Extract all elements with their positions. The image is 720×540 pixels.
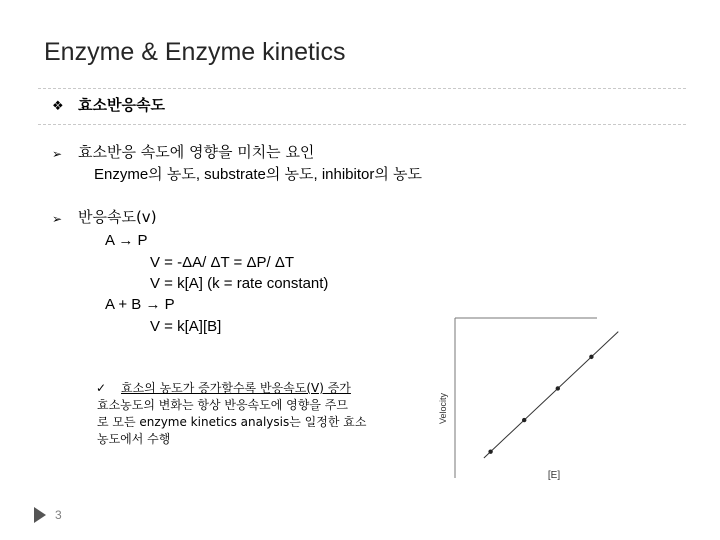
chart-data-point — [488, 449, 492, 453]
equation-rate-ab: V = k[A][B] — [150, 318, 222, 335]
note-line-4: 농도에서 수행 — [97, 432, 171, 446]
chart-data-point — [556, 386, 560, 390]
chart-x-axis-label: [E] — [547, 470, 561, 481]
page-marker-icon — [34, 507, 46, 523]
check-icon: ✓ — [96, 381, 107, 395]
reaction-rate-heading: 반응속도(v) — [78, 208, 157, 226]
chart-data-point — [589, 355, 593, 359]
title-divider-top — [38, 88, 686, 89]
equation-a-to-p: A → P — [105, 232, 148, 249]
chart-y-axis-label: Velocity — [438, 392, 448, 424]
chart-trend-line — [484, 332, 618, 458]
note-line-3: 로 모든 enzyme kinetics analysis는 일정한 효소 — [97, 415, 367, 429]
velocity-vs-enzyme-chart — [438, 318, 687, 490]
equation-a-plus-b: A + B → P — [105, 296, 175, 313]
arrow-bullet-icon: ➢ — [52, 212, 63, 226]
factors-list: Enzyme의 농도, substrate의 농도, inhibitor의 농도 — [94, 166, 422, 183]
equation-rate-delta: V = -ΔA/ ΔT = ΔP/ ΔT — [150, 254, 295, 271]
diamond-bullet-icon: ❖ — [52, 99, 64, 114]
note-line-1: 효소의 농도가 증가할수록 반응속도(V) 증가 — [121, 381, 351, 395]
page-number: 3 — [55, 508, 62, 522]
equation-rate-constant: V = k[A] (k = rate constant) — [150, 275, 329, 292]
chart-data-point — [522, 418, 526, 422]
factors-heading: 효소반응 속도에 영향을 미치는 요인 — [78, 143, 315, 161]
slide-title: Enzyme & Enzyme kinetics — [44, 38, 346, 66]
title-divider-bottom — [38, 124, 686, 125]
note-line-2: 효소농도의 변화는 항상 반응속도에 영향을 주므 — [97, 398, 348, 412]
section-heading: 효소반응속도 — [78, 96, 165, 114]
arrow-bullet-icon: ➢ — [52, 147, 63, 161]
